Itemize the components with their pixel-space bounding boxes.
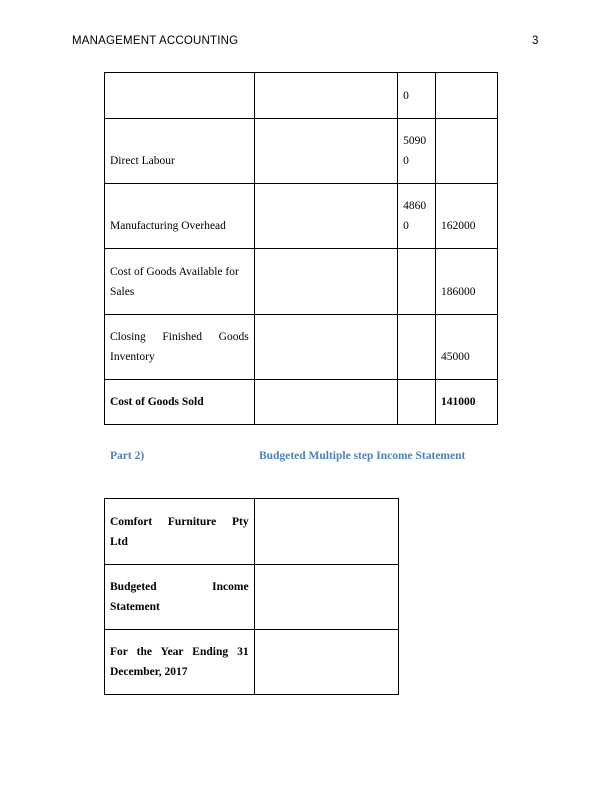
label-line2: December, 2017 — [110, 666, 188, 678]
table-row — [105, 184, 498, 249]
table-row — [105, 315, 498, 380]
row-col2 — [254, 184, 397, 249]
income-statement-table — [104, 498, 399, 695]
part2-label: Part 2) — [110, 450, 145, 462]
row-col4: 162000 — [436, 184, 498, 249]
row-col3: 0 — [398, 73, 436, 119]
label-line2: Ltd — [110, 535, 128, 548]
row-col4: 45000 — [436, 315, 498, 380]
row-col3 — [398, 119, 436, 184]
row-label: Manufacturing Overhead — [105, 184, 255, 249]
cost-of-goods-table — [104, 72, 498, 425]
running-head: MANAGEMENT ACCOUNTING — [72, 35, 239, 47]
row-col2 — [254, 315, 397, 380]
col3-line1: 4860 — [403, 200, 427, 212]
col3-line2: 0 — [403, 155, 409, 167]
row-col4: 186000 — [436, 249, 498, 315]
row-label — [105, 73, 255, 119]
closing-label-words: Closing Finished Goods — [110, 331, 249, 343]
row-col2 — [254, 380, 397, 425]
label-line1: Cost of Goods Available for — [110, 265, 239, 278]
table-row — [105, 73, 498, 119]
table-row — [105, 380, 498, 425]
page-number: 3 — [532, 35, 539, 47]
row-col3 — [398, 380, 436, 425]
row-col4 — [436, 73, 498, 119]
row-label: Direct Labour — [105, 119, 255, 184]
row-value — [254, 499, 398, 565]
label-line2: Sales — [110, 285, 135, 298]
table-row — [105, 249, 498, 315]
row-label — [105, 315, 255, 380]
table-row — [105, 565, 399, 630]
label-line1: Comfort Furniture Pty — [110, 515, 249, 528]
label-line2: Statement — [110, 601, 160, 613]
table-row — [105, 119, 498, 184]
col3-line1: 5090 — [403, 135, 427, 147]
row-col3 — [398, 184, 436, 249]
table-row — [105, 499, 399, 565]
row-label — [105, 630, 255, 695]
income-statement-title: Budgeted Multiple step Income Statement — [259, 450, 466, 462]
table-row — [105, 630, 399, 695]
row-col3 — [398, 249, 436, 315]
label-line2: Inventory — [110, 351, 155, 363]
row-col4: 141000 — [436, 380, 498, 425]
row-value — [254, 565, 398, 630]
label-line1 — [110, 327, 249, 347]
col3-line2: 0 — [403, 220, 409, 232]
label-line1: Budgeted Income — [110, 581, 249, 593]
row-col2 — [254, 73, 397, 119]
row-label — [105, 565, 255, 630]
row-col3 — [398, 315, 436, 380]
row-label — [105, 499, 255, 565]
row-value — [254, 630, 398, 695]
row-col4 — [436, 119, 498, 184]
row-col2 — [254, 119, 397, 184]
row-label — [105, 249, 255, 315]
row-col2 — [254, 249, 397, 315]
row-label: Cost of Goods Sold — [105, 380, 255, 425]
label-line1: For the Year Ending 31 — [110, 646, 249, 658]
